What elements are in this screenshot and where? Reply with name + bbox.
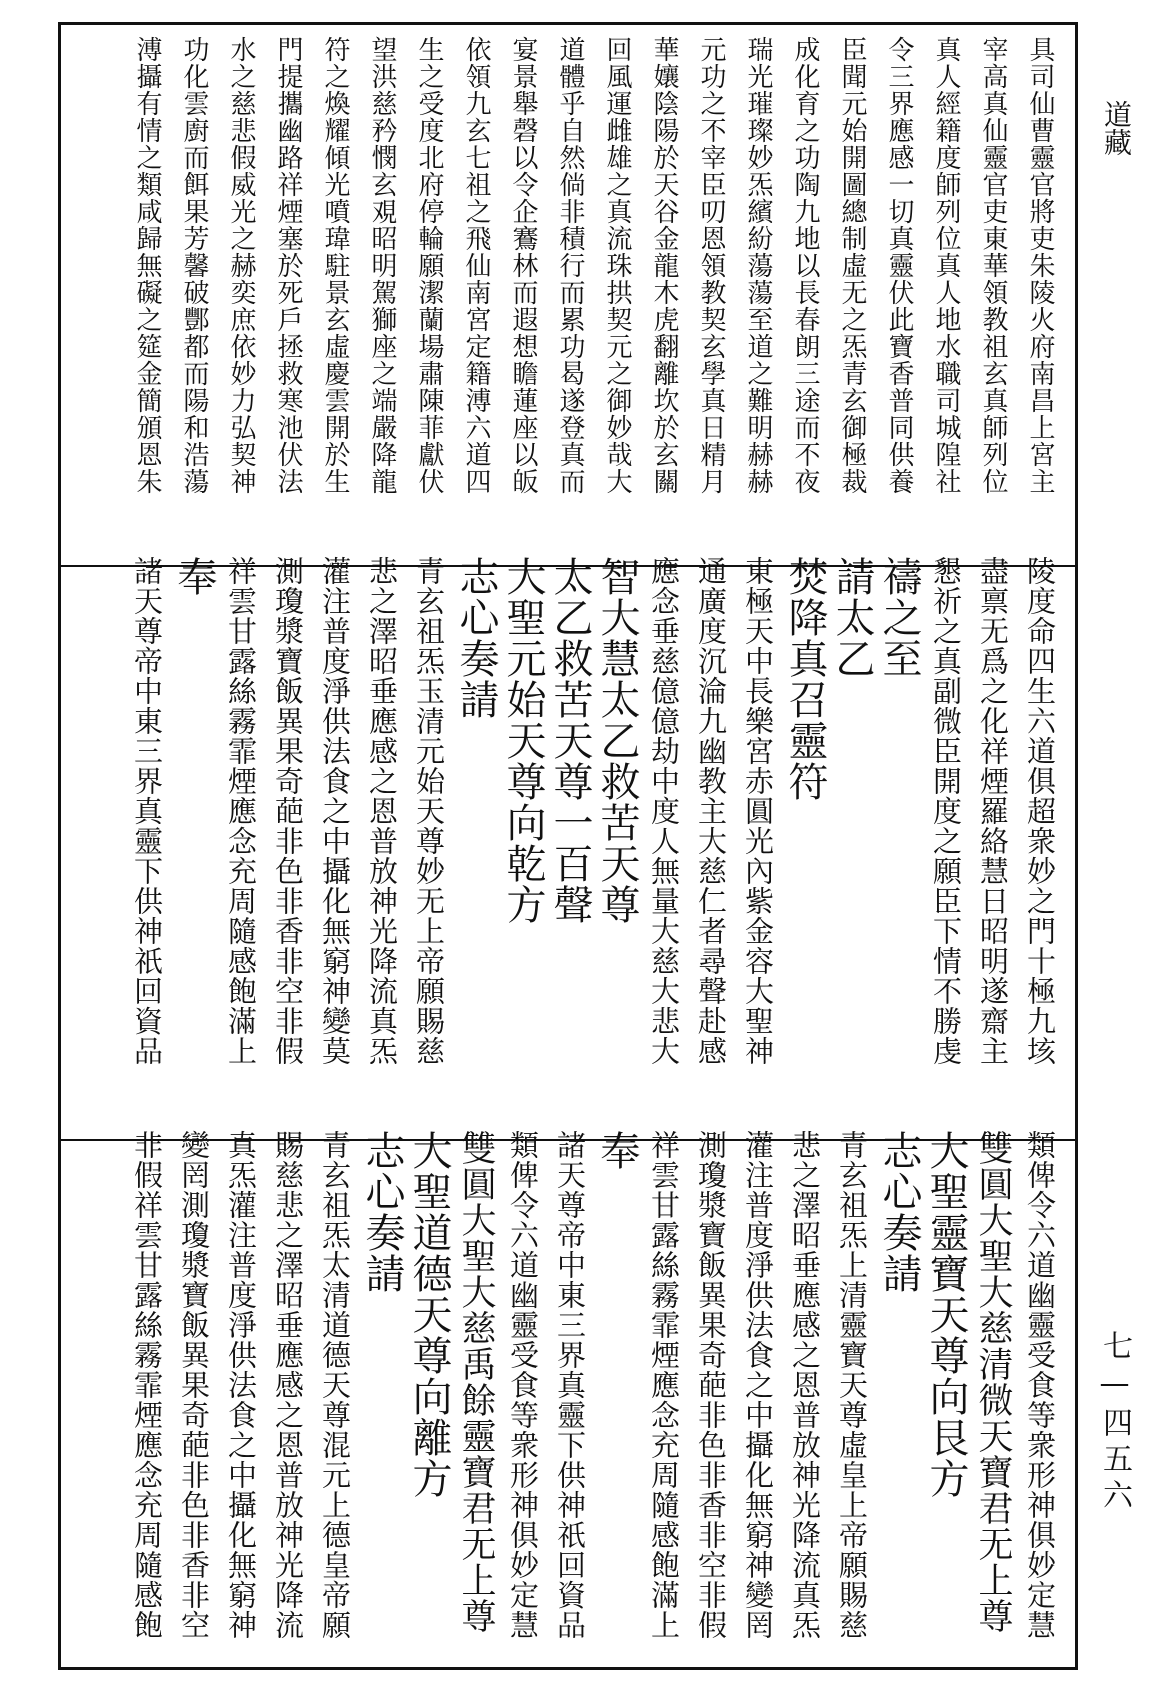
text-column: 應念垂慈億億劫中度人無量大慈大悲大 [647, 556, 681, 1066]
text-column: 真人經籍度師列位真人地水職司城隍社 [931, 36, 961, 495]
text-column: 祥雲甘露絲霧霏煙應念充周隨感飽滿上 [224, 556, 258, 1066]
text-column: 盡禀无爲之化祥煙羅絡慧日昭明遂齋主 [976, 556, 1010, 1066]
text-column: 令三界應感一切真靈伏此寶香普同供養 [884, 36, 914, 495]
text-column: 諸天尊帝中東三界真靈下供神祇回資品 [130, 556, 164, 1066]
text-column: 功化雲廚而餌果芳馨破酆都而陽和浩蕩 [179, 36, 209, 495]
text-column: 請太乙 [829, 556, 875, 679]
text-column: 奉 [594, 1130, 640, 1171]
text-column: 臣聞元始開圖總制虛无之炁青玄御極裁 [837, 36, 867, 495]
text-column: 奉 [171, 556, 217, 597]
text-column: 雙圓大聖大慈清微天寶君无上尊 [973, 1130, 1013, 1634]
text-column: 灌注普度淨供法食之中攝化無窮神變罔 [741, 1130, 775, 1640]
text-column: 變罔測瓊漿寶飯異果奇葩非色非香非空 [177, 1130, 211, 1640]
text-column: 具司仙曹靈官將吏朱陵火府南昌上宮主 [1025, 36, 1055, 495]
text-column: 依領九玄七祖之飛仙南宮定籍溥六道四 [461, 36, 491, 495]
text-column: 陵度命四生六道俱超衆妙之門十極九垓 [1023, 556, 1057, 1066]
text-column: 志心奏請 [876, 1130, 922, 1294]
text-column: 瑞光璀璨妙炁繽紛蕩蕩至道之難明赫赫 [743, 36, 773, 495]
text-column: 華孃陰陽於天谷金龍木虎翻離坎於玄關 [649, 36, 679, 495]
margin-title: 道藏 [1100, 100, 1133, 156]
text-column: 通廣度沉淪九幽教主大慈仁者尋聲赴感 [694, 556, 728, 1066]
text-column: 雙圓大聖大慈禹餘靈寶君无上尊 [456, 1130, 496, 1634]
text-column: 非假祥雲甘露絲霧霏煙應念充周隨感飽 [130, 1130, 164, 1640]
text-column: 宴景舉磬以令企鶱林而遐想瞻蓮座以皈 [508, 36, 538, 495]
text-column: 元功之不宰臣叨恩領教契玄學真日精月 [696, 36, 726, 495]
text-column: 青玄祖炁上清靈寶天尊虛皇上帝願賜慈 [835, 1130, 869, 1640]
text-column: 生之受度北府停輪願潔蘭場肅陳菲獻伏 [414, 36, 444, 495]
text-column: 大聖道德天尊向離方 [406, 1130, 452, 1499]
text-column: 成化育之功陶九地以長春朗三途而不夜 [790, 36, 820, 495]
text-column: 類俾令六道幽靈受食等衆形神俱妙定慧 [506, 1130, 540, 1640]
text-column: 宰高真仙靈官吏東華領教祖玄真師列位 [978, 36, 1008, 495]
text-column: 灌注普度淨供法食之中攝化無窮神變莫 [318, 556, 352, 1066]
text-column: 悲之澤昭垂應感之恩普放神光降流真炁 [365, 556, 399, 1066]
text-column: 懇祈之真副微臣開度之願臣下情不勝虔 [929, 556, 963, 1066]
text-column: 賜慈悲之澤昭垂應感之恩普放神光降流 [271, 1130, 305, 1640]
text-column: 祥雲甘露絲霧霏煙應念充周隨感飽滿上 [647, 1130, 681, 1640]
text-column: 溥攝有情之類咸歸無礙之筵金簡頒恩朱 [132, 36, 162, 495]
text-column: 禱之至 [876, 556, 922, 679]
text-column: 真炁灌注普度淨供法食之中攝化無窮神 [224, 1130, 258, 1640]
text-column: 望洪慈矜憫玄覌昭明駕獅座之端嚴降龍 [367, 36, 397, 495]
text-column: 門提攜幽路祥煙塞於死戶拯救寒池伏法 [273, 36, 303, 495]
text-column: 大聖靈寶天尊向艮方 [923, 1130, 969, 1499]
text-column: 青玄祖炁太清道德天尊混元上德皇帝願 [318, 1130, 352, 1640]
text-column: 符之煥耀傾光噴瑋駐景玄虛慶雲開於生 [320, 36, 350, 495]
text-column: 智大慧太乙救苦天尊 [594, 556, 640, 925]
text-column: 測瓊漿寶飯異果奇葩非色非香非空非假 [694, 1130, 728, 1640]
text-column: 青玄祖炁玉清元始天尊妙无上帝願賜慈 [412, 556, 446, 1066]
text-column: 道體乎自然倘非積行而累功曷遂登真而 [555, 36, 585, 495]
page-number: 七—四五六 [1097, 1330, 1132, 1515]
text-column: 類俾令六道幽靈受食等衆形神俱妙定慧 [1023, 1130, 1057, 1640]
text-column: 水之慈悲假威光之赫奕庶依妙力弘契神 [226, 36, 256, 495]
text-column: 回風運雌雄之真流珠拱契元之御妙哉大 [602, 36, 632, 495]
text-column: 大聖元始天尊向乾方 [500, 556, 546, 925]
text-column: 志心奏請 [359, 1130, 405, 1294]
text-column: 悲之澤昭垂應感之恩普放神光降流真炁 [788, 1130, 822, 1640]
text-column: 志心奏請 [453, 556, 499, 720]
text-column: 東極天中長樂宮赤圓光內紫金容大聖神 [741, 556, 775, 1066]
text-column: 焚降真召靈符 [782, 556, 828, 802]
text-column: 測瓊漿寶飯異果奇葩非色非香非空非假 [271, 556, 305, 1066]
text-column: 太乙救苦天尊一百聲 [547, 556, 593, 925]
text-column: 諸天尊帝中東三界真靈下供神祇回資品 [553, 1130, 587, 1640]
